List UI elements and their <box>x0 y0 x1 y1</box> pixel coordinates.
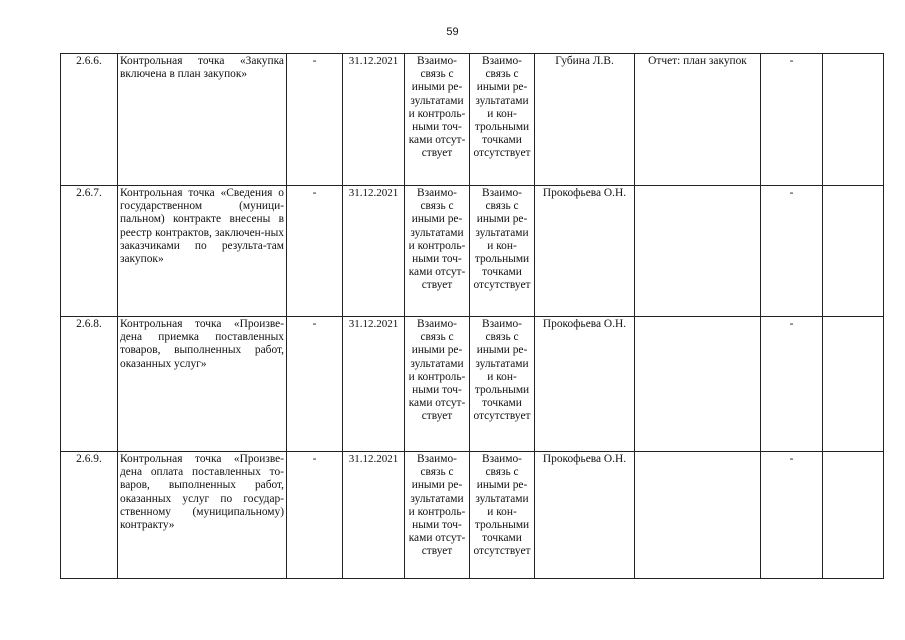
dash-cell: - <box>287 317 343 452</box>
table-row <box>61 186 884 317</box>
date-cell: 31.12.2021 <box>343 452 405 579</box>
relation-results-cell: Взаимо-связь с иными ре-зультатами и контроль-ными точ-ками отсут-ствует <box>405 186 470 317</box>
row-number: 2.6.6. <box>61 54 118 186</box>
control-point-description: Контрольная точка «Произве-дена оплата поставленных то-варов, выполненных работ, оказанных услуг по государ-ственному (муниципальному) контракту» <box>118 452 287 579</box>
table-row <box>61 452 884 579</box>
extra-cell <box>823 54 884 186</box>
control-point-description: Контрольная точка «Сведения о государственном (муници-пальном) контракте внесены в реестр контрактов, заключен-ных заказчиками по результа-там закупок» <box>118 186 287 317</box>
relation-results-cell: Взаимо-связь с иными ре-зультатами и контроль-ными точ-ками отсут-ствует <box>405 317 470 452</box>
responsible-cell: Прокофьева О.Н. <box>535 317 635 452</box>
date-cell: 31.12.2021 <box>343 186 405 317</box>
table-row <box>61 54 884 186</box>
responsible-cell: Прокофьева О.Н. <box>535 452 635 579</box>
extra-cell <box>823 452 884 579</box>
control-points-table <box>60 53 884 579</box>
row-number: 2.6.8. <box>61 317 118 452</box>
relation-points-cell: Взаимо-связь с иными ре-зультатами и кон-трольными точками отсутствует <box>470 317 535 452</box>
report-cell: Отчет: план закупок <box>635 54 761 186</box>
dash-cell: - <box>287 186 343 317</box>
report-cell <box>635 186 761 317</box>
relation-results-cell: Взаимо-связь с иными ре-зультатами и контроль-ными точ-ками отсут-ствует <box>405 54 470 186</box>
mark-cell: - <box>761 317 823 452</box>
report-cell <box>635 317 761 452</box>
control-point-description: Контрольная точка «Произве-дена приемка поставленных товаров, выполненных работ, оказанных услуг» <box>118 317 287 452</box>
row-number: 2.6.7. <box>61 186 118 317</box>
mark-cell: - <box>761 452 823 579</box>
control-point-description: Контрольная точка «Закупка включена в план закупок» <box>118 54 287 186</box>
date-cell: 31.12.2021 <box>343 317 405 452</box>
relation-points-cell: Взаимо-связь с иными ре-зультатами и кон-трольными точками отсутствует <box>470 186 535 317</box>
relation-results-cell: Взаимо-связь с иными ре-зультатами и контроль-ными точ-ками отсут-ствует <box>405 452 470 579</box>
responsible-cell: Прокофьева О.Н. <box>535 186 635 317</box>
extra-cell <box>823 186 884 317</box>
row-number: 2.6.9. <box>61 452 118 579</box>
responsible-cell: Губина Л.В. <box>535 54 635 186</box>
extra-cell <box>823 317 884 452</box>
page-number: 59 <box>446 26 459 38</box>
relation-points-cell: Взаимо-связь с иными ре-зультатами и кон-трольными точками отсутствует <box>470 452 535 579</box>
relation-points-cell: Взаимо-связь с иными ре-зультатами и кон-трольными точками отсутствует <box>470 54 535 186</box>
dash-cell: - <box>287 54 343 186</box>
table-row <box>61 317 884 452</box>
mark-cell: - <box>761 186 823 317</box>
mark-cell: - <box>761 54 823 186</box>
dash-cell: - <box>287 452 343 579</box>
report-cell <box>635 452 761 579</box>
date-cell: 31.12.2021 <box>343 54 405 186</box>
